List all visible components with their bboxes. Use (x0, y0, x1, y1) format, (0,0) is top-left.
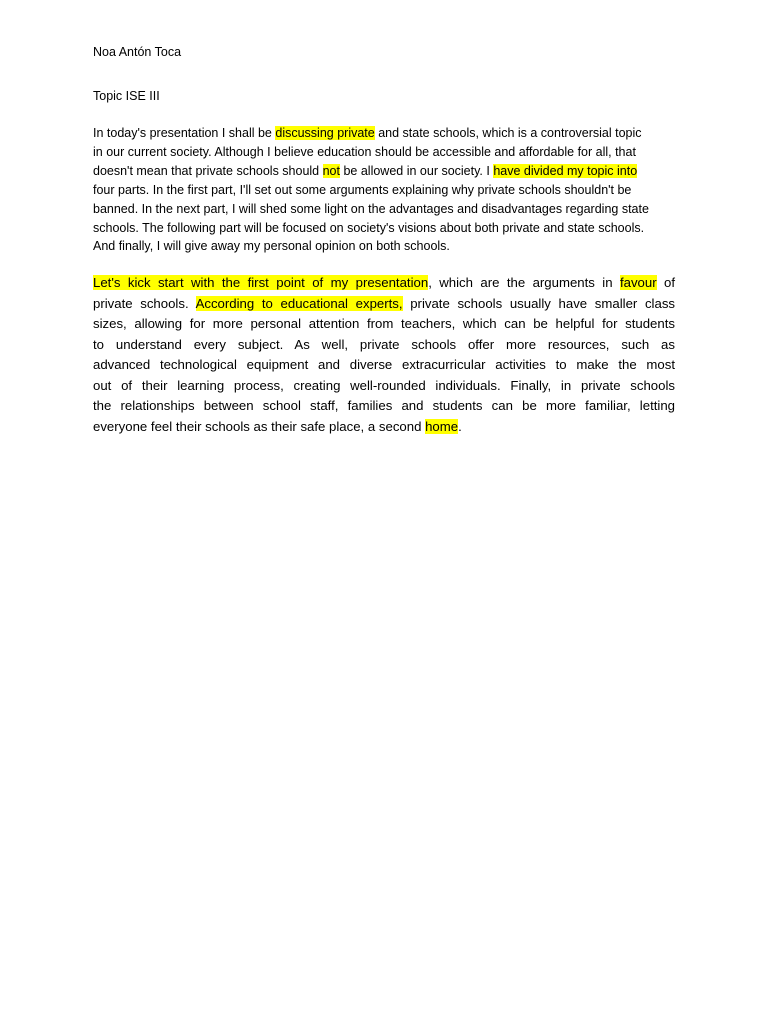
text-line: schools. The following part will be focused on society's visions about both private and state schools. (93, 220, 645, 235)
text-line (93, 162, 675, 181)
text-run: , which are the arguments in (428, 275, 620, 290)
text-run: In today's presentation I shall be (93, 126, 276, 140)
text-line: to understand every subject. As well, private schools offer more resources, such as (93, 336, 675, 352)
text-line: in our current society. Although I believe education should be accessible and affordable for all, that (93, 144, 636, 159)
text-run: and state schools, which is a controversial topic (374, 126, 642, 140)
arguments-paragraph (93, 273, 675, 437)
text-line: sizes, allowing for more personal attention from teachers, which can be helpful for students (93, 316, 675, 331)
text-run: private schools. (93, 295, 196, 311)
text-line: And finally, I will give away my personal opinion on both schools. (93, 239, 450, 254)
highlighted-text: Let's kick start with the first point of my presentation (93, 275, 429, 290)
highlighted-text: home (425, 418, 459, 434)
text-run: . (458, 418, 462, 434)
text-run: doesn't mean that private schools should (93, 163, 323, 178)
author-name: Noa Antón Toca (93, 45, 182, 59)
intro-paragraph (93, 124, 675, 256)
text-line: out of their learning process, creating well-rounded individuals. Finally, in private schools (93, 377, 675, 393)
highlighted-text: discussing private (275, 126, 375, 140)
text-run: private schools usually have smaller class (402, 295, 676, 311)
text-line: advanced technological equipment and diverse extracurricular activities to make the most (93, 357, 675, 372)
text-line: four parts. In the first part, I'll set out some arguments explaining why private schools shouldn't be (93, 182, 632, 197)
text-line (93, 124, 675, 143)
text-line: banned. In the next part, I will shed some light on the advantages and disadvantages regarding state (93, 201, 649, 216)
highlighted-text: favour (619, 275, 657, 290)
highlighted-text: have divided my topic into (493, 163, 638, 178)
highlighted-text: not (322, 163, 340, 178)
highlighted-text: According to educational experts, (195, 295, 403, 311)
text-run: be allowed in our society. I (340, 163, 494, 178)
topic-title: Topic ISE III (93, 89, 160, 103)
text-line (93, 294, 675, 315)
text-line (93, 417, 675, 438)
text-run: of (656, 275, 676, 290)
text-line: the relationships between school staff, families and students can be more familiar, letting (93, 398, 675, 413)
text-run: everyone feel their schools as their safe place, a second (93, 418, 426, 434)
text-line (93, 273, 675, 294)
